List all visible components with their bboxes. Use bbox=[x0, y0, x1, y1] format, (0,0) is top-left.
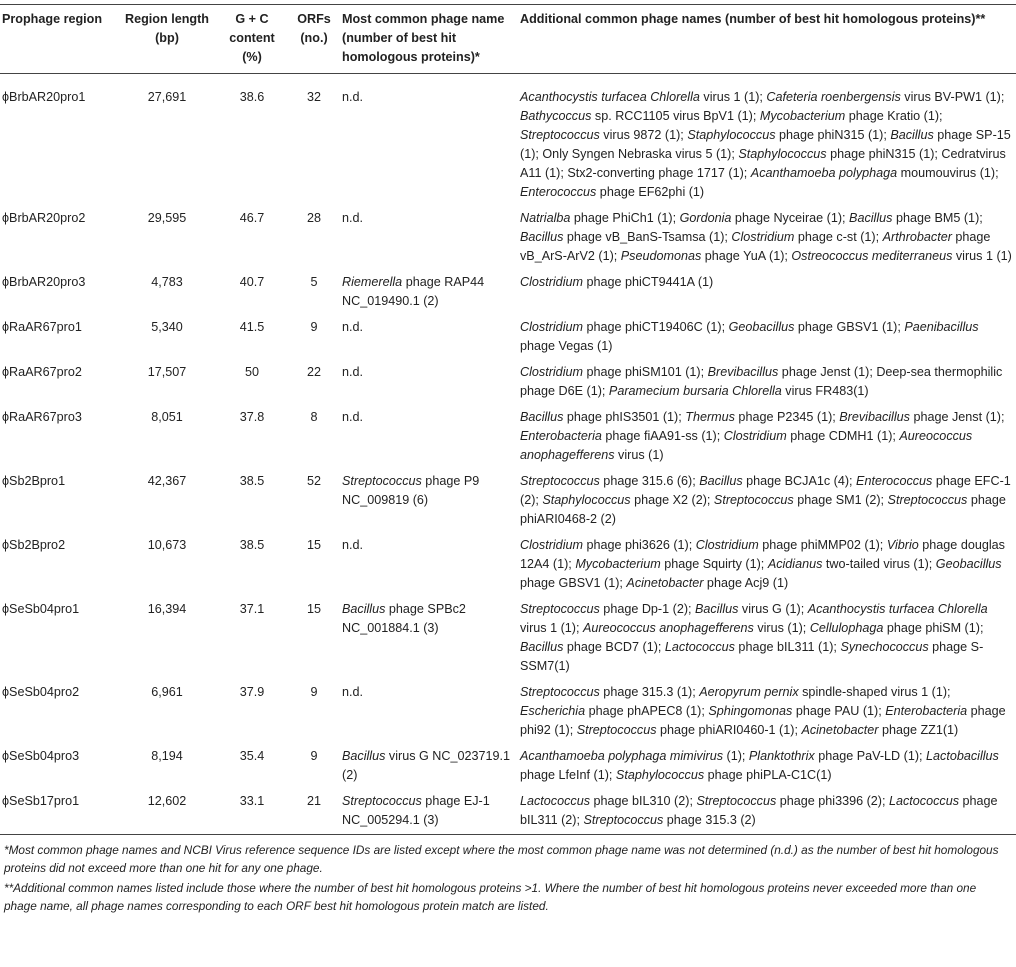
table-row bbox=[0, 680, 1016, 744]
cell-prophage-region: ϕBrbAR20pro2 bbox=[2, 211, 86, 225]
header-row bbox=[0, 5, 1016, 74]
cell-gc-content: 50 bbox=[244, 365, 259, 379]
cell-gc-content: 35.4 bbox=[239, 749, 265, 763]
cell-orfs: 9 bbox=[310, 320, 318, 334]
cell-gc-content: 33.1 bbox=[239, 794, 265, 808]
cell-prophage-region: ϕRaAR67pro1 bbox=[2, 320, 82, 334]
table-row bbox=[0, 469, 1016, 533]
cell-additional-phage-names: Lactococcus phage bIL310 (2); Streptococcus phage phi3396 (2); Lactococcus phage bIL311 (2); Streptococcus phage 315.3 (2) bbox=[520, 794, 998, 827]
cell-orfs: 32 bbox=[306, 90, 321, 104]
cell-region-length: 8,194 bbox=[151, 749, 183, 763]
cell-prophage-region: ϕRaAR67pro3 bbox=[2, 410, 82, 424]
header-additional-phage-names: Additional common phage names (number of best hit homologous proteins)** bbox=[520, 12, 986, 26]
cell-most-common-phage: Riemerella phage RAP44 NC_019490.1 (2) bbox=[342, 275, 485, 308]
cell-orfs: 22 bbox=[306, 365, 321, 379]
cell-prophage-region: ϕSb2Bpro2 bbox=[2, 538, 66, 552]
cell-region-length: 16,394 bbox=[147, 602, 187, 616]
table-row bbox=[0, 360, 1016, 405]
table-row bbox=[0, 744, 1016, 789]
cell-additional-phage-names: Bacillus phage phIS3501 (1); Thermus phage P2345 (1); Brevibacillus phage Jenst (1); Enterobacteria phage fiAA91-ss (1); Clostridium phage CDMH1 (1); Aureococcus anophagefferens virus (1) bbox=[520, 410, 1005, 462]
cell-orfs: 21 bbox=[306, 794, 321, 808]
cell-additional-phage-names: Clostridium phage phiCT19406C (1); Geobacillus phage GBSV1 (1); Paenibacillus phage Vegas (1) bbox=[520, 320, 979, 353]
table-header bbox=[0, 5, 1016, 74]
cell-orfs: 9 bbox=[310, 685, 318, 699]
cell-gc-content: 37.9 bbox=[239, 685, 265, 699]
table-row bbox=[0, 789, 1016, 835]
cell-region-length: 4,783 bbox=[151, 275, 183, 289]
cell-region-length: 17,507 bbox=[147, 365, 187, 379]
cell-prophage-region: ϕSeSb04pro1 bbox=[2, 602, 80, 616]
cell-additional-phage-names: Clostridium phage phiSM101 (1); Brevibacillus phage Jenst (1); Deep-sea thermophilic phage D6E (1); Paramecium bursaria Chlorella virus FR483(1) bbox=[520, 365, 1003, 398]
cell-additional-phage-names: Streptococcus phage 315.3 (1); Aeropyrum pernix spindle-shaped virus 1 (1); Escherichia phage phAPEC8 (1); Sphingomonas phage PAU (1); Enterobacteria phage phi92 (1); Streptococcus phage phiARI0460-1 (1); Acinetobacter phage ZZ1(1) bbox=[520, 685, 1006, 737]
cell-orfs: 5 bbox=[310, 275, 318, 289]
header-most-common-phage: Most common phage name (number of best hit homologous proteins)* bbox=[342, 12, 505, 64]
cell-additional-phage-names: Streptococcus phage 315.6 (6); Bacillus phage BCJA1c (4); Enterococcus phage EFC-1 (2); Staphylococcus phage X2 (2); Streptococcus phage SM1 (2); Streptococcus phage phiARI0468-2 (2) bbox=[520, 474, 1011, 526]
cell-most-common-phage: Streptococcus phage EJ-1 NC_005294.1 (3) bbox=[342, 794, 490, 827]
cell-orfs: 52 bbox=[306, 474, 321, 488]
table-row bbox=[0, 405, 1016, 469]
header-orfs: ORFs (no.) bbox=[297, 12, 331, 45]
cell-most-common-phage: Bacillus phage SPBc2 NC_001884.1 (3) bbox=[342, 602, 466, 635]
cell-gc-content: 40.7 bbox=[239, 275, 265, 289]
cell-most-common-phage: n.d. bbox=[342, 90, 364, 104]
cell-prophage-region: ϕRaAR67pro2 bbox=[2, 365, 82, 379]
cell-additional-phage-names: Natrialba phage PhiCh1 (1); Gordonia phage Nyceirae (1); Bacillus phage BM5 (1); Bacillus phage vB_BanS-Tsamsa (1); Clostridium phage c-st (1); Arthrobacter phage vB_ArS-ArV2 (1); Pseudomonas phage YuA (1); Ostreococcus mediterraneus virus 1 (1) bbox=[520, 211, 1012, 263]
cell-most-common-phage: n.d. bbox=[342, 538, 364, 552]
table-footnotes bbox=[0, 835, 1016, 915]
cell-region-length: 10,673 bbox=[147, 538, 187, 552]
footnote-2: **Additional common names listed include those where the number of best hit homologous proteins >1. Where the number of best hit homologous proteins never exceeded more than one phage name, all phage names corresponding to each ORF best hit homologous protein match are listed. bbox=[4, 881, 977, 913]
table-body bbox=[0, 74, 1016, 835]
cell-additional-phage-names: Acanthocystis turfacea Chlorella virus 1 (1); Cafeteria roenbergensis virus BV-PW1 (1); Bathycoccus sp. RCC1105 virus BpV1 (1); Mycobacterium phage Kratio (1); Streptococcus virus 9872 (1); Staphylococcus phage phiN315 (1); Bacillus phage SP-15 (1); Only Syngen Nebraska virus 5 (1); Staphylococcus phage phiN315 (1); Cedratvirus A11 (1); Stx2-converting phage 1717 (1); Acanthamoeba polyphaga moumouvirus (1); Enterococcus phage EF62phi (1) bbox=[520, 90, 1011, 199]
cell-region-length: 8,051 bbox=[151, 410, 183, 424]
cell-additional-phage-names: Acanthamoeba polyphaga mimivirus (1); Planktothrix phage PaV-LD (1); Lactobacillus phage LfeInf (1); Staphylococcus phage phiPLA-C1C(1) bbox=[520, 749, 999, 782]
cell-orfs: 28 bbox=[306, 211, 321, 225]
cell-prophage-region: ϕBrbAR20pro3 bbox=[2, 275, 86, 289]
cell-gc-content: 37.1 bbox=[239, 602, 265, 616]
cell-most-common-phage: n.d. bbox=[342, 211, 364, 225]
cell-gc-content: 38.6 bbox=[239, 90, 265, 104]
cell-prophage-region: ϕSeSb04pro3 bbox=[2, 749, 80, 763]
cell-additional-phage-names: Streptococcus phage Dp-1 (2); Bacillus virus G (1); Acanthocystis turfacea Chlorella virus 1 (1); Aureococcus anophagefferens virus (1); Cellulophaga phage phiSM (1); Bacillus phage BCD7 (1); Lactococcus phage bIL311 (1); Synechococcus phage S-SSM7(1) bbox=[520, 602, 988, 673]
cell-additional-phage-names: Clostridium phage phiCT9441A (1) bbox=[520, 275, 714, 289]
cell-most-common-phage: Bacillus virus G NC_023719.1 (2) bbox=[342, 749, 511, 782]
cell-most-common-phage: n.d. bbox=[342, 365, 364, 379]
cell-region-length: 12,602 bbox=[147, 794, 187, 808]
cell-most-common-phage: n.d. bbox=[342, 685, 364, 699]
cell-gc-content: 38.5 bbox=[239, 538, 265, 552]
cell-orfs: 9 bbox=[310, 749, 318, 763]
table-row bbox=[0, 270, 1016, 315]
footnote-1: *Most common phage names and NCBI Virus reference sequence IDs are listed except where the most common phage name was not determined (n.d.) as the number of best hit homologous proteins did not exceed more than one hit for any one phage. bbox=[4, 843, 999, 875]
cell-prophage-region: ϕSeSb04pro2 bbox=[2, 685, 80, 699]
cell-prophage-region: ϕSb2Bpro1 bbox=[2, 474, 66, 488]
cell-additional-phage-names: Clostridium phage phi3626 (1); Clostridium phage phiMMP02 (1); Vibrio phage douglas 12A4 (1); Mycobacterium phage Squirty (1); Acidianus two-tailed virus (1); Geobacillus phage GBSV1 (1); Acinetobacter phage Acj9 (1) bbox=[520, 538, 1005, 590]
header-region-length: Region length (bp) bbox=[125, 12, 209, 45]
cell-orfs: 15 bbox=[306, 538, 321, 552]
cell-most-common-phage: n.d. bbox=[342, 320, 364, 334]
cell-prophage-region: ϕBrbAR20pro1 bbox=[2, 90, 86, 104]
table-row bbox=[0, 74, 1016, 207]
cell-region-length: 6,961 bbox=[151, 685, 183, 699]
cell-most-common-phage: n.d. bbox=[342, 410, 364, 424]
cell-region-length: 29,595 bbox=[147, 211, 187, 225]
table-row bbox=[0, 597, 1016, 680]
cell-most-common-phage: Streptococcus phage P9 NC_009819 (6) bbox=[342, 474, 480, 507]
cell-gc-content: 46.7 bbox=[239, 211, 265, 225]
cell-gc-content: 37.8 bbox=[239, 410, 265, 424]
header-prophage-region: Prophage region bbox=[2, 12, 103, 26]
cell-prophage-region: ϕSeSb17pro1 bbox=[2, 794, 80, 808]
cell-region-length: 5,340 bbox=[151, 320, 183, 334]
cell-gc-content: 38.5 bbox=[239, 474, 265, 488]
table-row bbox=[0, 315, 1016, 360]
cell-gc-content: 41.5 bbox=[239, 320, 265, 334]
cell-orfs: 8 bbox=[310, 410, 318, 424]
cell-region-length: 27,691 bbox=[147, 90, 187, 104]
cell-orfs: 15 bbox=[306, 602, 321, 616]
table-row bbox=[0, 206, 1016, 270]
prophage-table bbox=[0, 4, 1016, 835]
table-row bbox=[0, 533, 1016, 597]
cell-region-length: 42,367 bbox=[147, 474, 187, 488]
header-gc-content: G + C content (%) bbox=[229, 12, 275, 64]
